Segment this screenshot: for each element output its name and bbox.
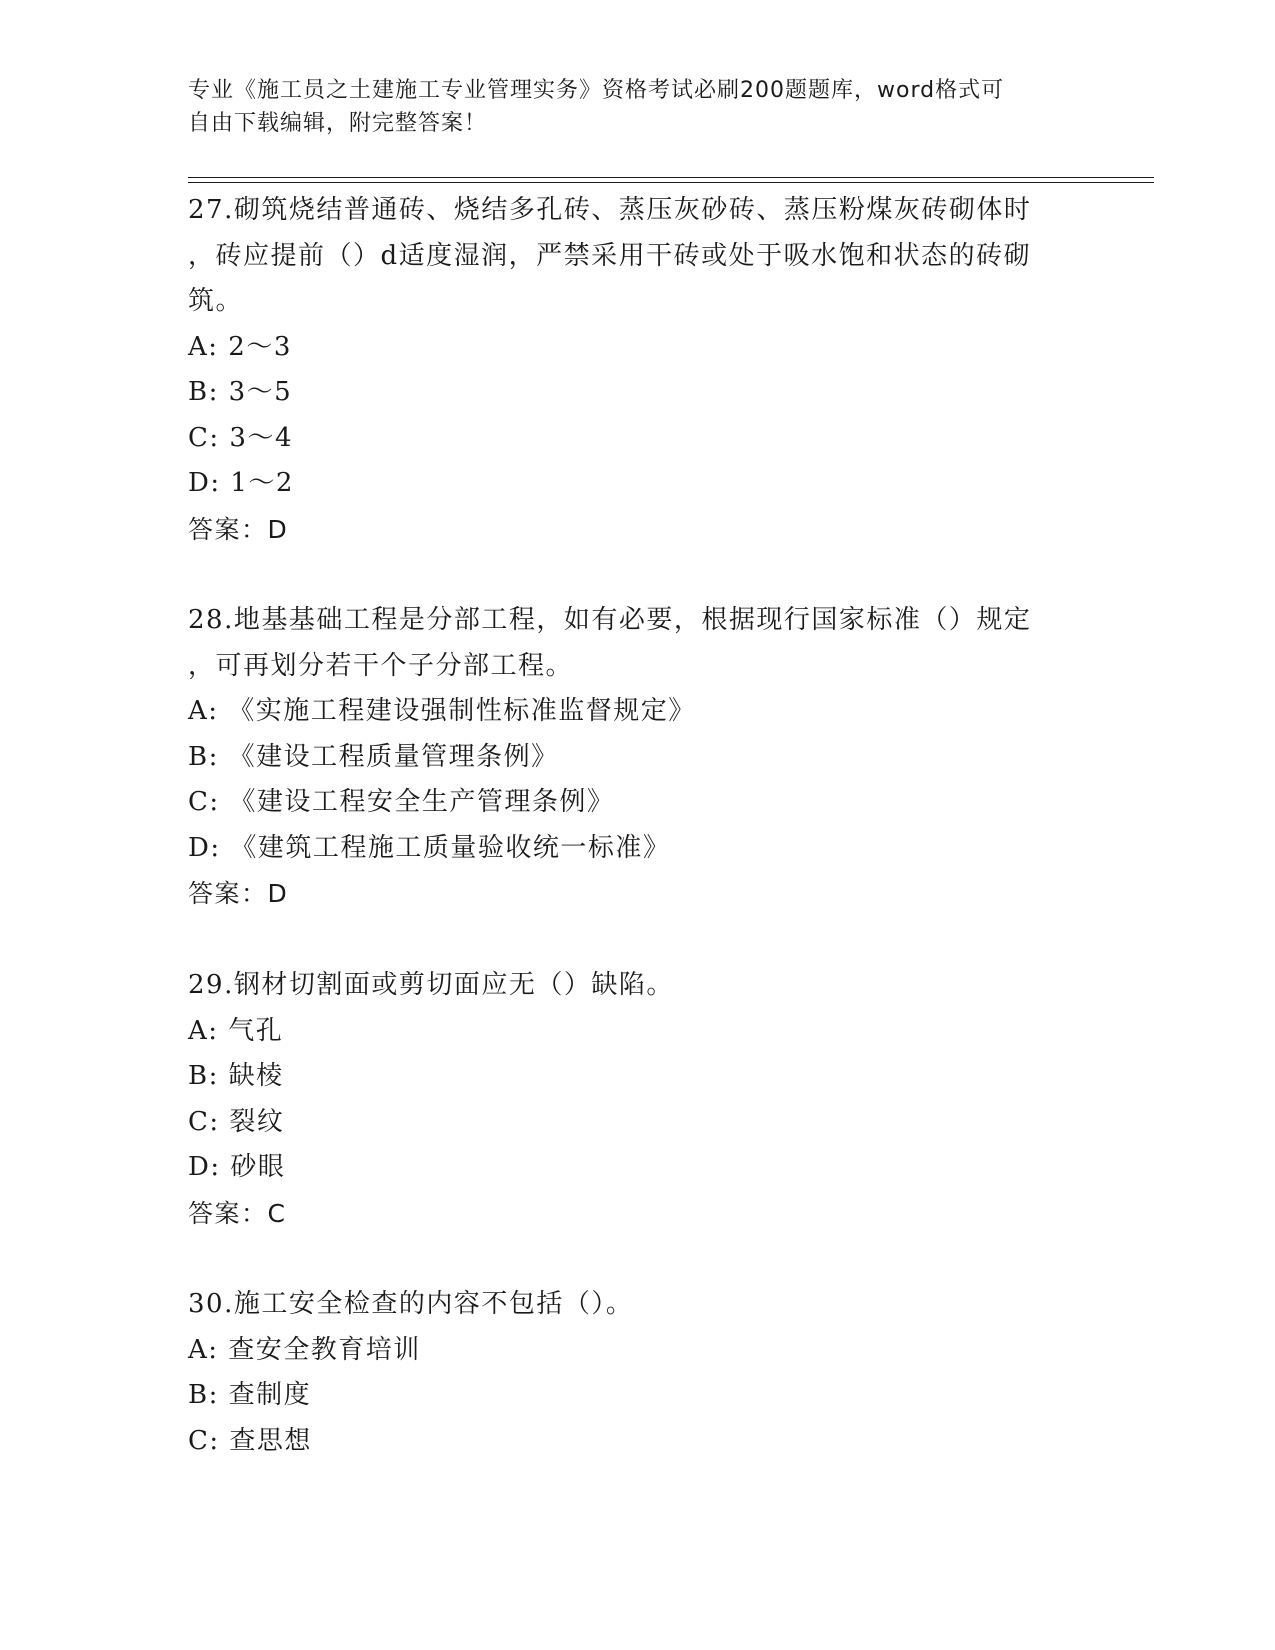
question-29 bbox=[188, 963, 1088, 1236]
header-line-1: 专业《施工员之土建施工专业管理实务》资格考试必刷200题题库，word格式可 bbox=[188, 78, 1005, 103]
question-stem-line: 30.施工安全检查的内容不包括（）。 bbox=[188, 1289, 634, 1319]
question-stem-line: 29.钢材切割面或剪切面应无（）缺陷。 bbox=[188, 970, 674, 1000]
document-header bbox=[188, 74, 1068, 140]
option-a: A: 气孔 bbox=[188, 1015, 284, 1046]
question-30 bbox=[188, 1282, 1088, 1464]
header-divider-top bbox=[188, 177, 1154, 178]
header-divider-bottom bbox=[188, 182, 1154, 183]
question-27 bbox=[188, 188, 1088, 552]
header-line-2: 自由下载编辑，附完整答案！ bbox=[188, 111, 488, 136]
option-b: B: 《建设工程质量管理条例》 bbox=[188, 741, 559, 772]
question-stem-line: 28.地基基础工程是分部工程，如有必要，根据现行国家标准（）规定 bbox=[188, 605, 1032, 635]
option-d: D: 砂眼 bbox=[188, 1152, 286, 1182]
option-b: B: 3～5 bbox=[188, 377, 293, 407]
answer-line: 答案：D bbox=[188, 879, 289, 908]
option-c: C: 查思想 bbox=[188, 1425, 312, 1456]
answer-line: 答案：D bbox=[188, 514, 289, 544]
option-a: A: 查安全教育培训 bbox=[188, 1334, 421, 1365]
question-stem-line: 27.砌筑烧结普通砖、烧结多孔砖、蒸压灰砂砖、蒸压粉煤灰砖砌体时 bbox=[188, 195, 1032, 225]
question-stem-line: ，砖应提前（）d适度湿润，严禁采用干砖或处于吸水饱和状态的砖砌 bbox=[188, 240, 1032, 271]
answer-line: 答案：C bbox=[188, 1198, 287, 1228]
option-b: B: 查制度 bbox=[188, 1380, 312, 1410]
option-b: B: 缺棱 bbox=[188, 1061, 284, 1091]
option-d: D: 1～2 bbox=[188, 468, 294, 498]
option-c: C: 裂纹 bbox=[188, 1106, 285, 1137]
option-c: C: 《建设工程安全生产管理条例》 bbox=[188, 787, 615, 817]
question-28 bbox=[188, 598, 1088, 917]
option-a: A: 《实施工程建设强制性标准监督规定》 bbox=[188, 696, 696, 726]
option-a: A: 2～3 bbox=[188, 331, 292, 362]
option-c: C: 3～4 bbox=[188, 422, 294, 453]
question-stem-line: ，可再划分若干个子分部工程。 bbox=[188, 650, 574, 681]
question-stem-line: 筑。 bbox=[188, 286, 244, 316]
option-d: D: 《建筑工程施工质量验收统一标准》 bbox=[188, 832, 671, 863]
